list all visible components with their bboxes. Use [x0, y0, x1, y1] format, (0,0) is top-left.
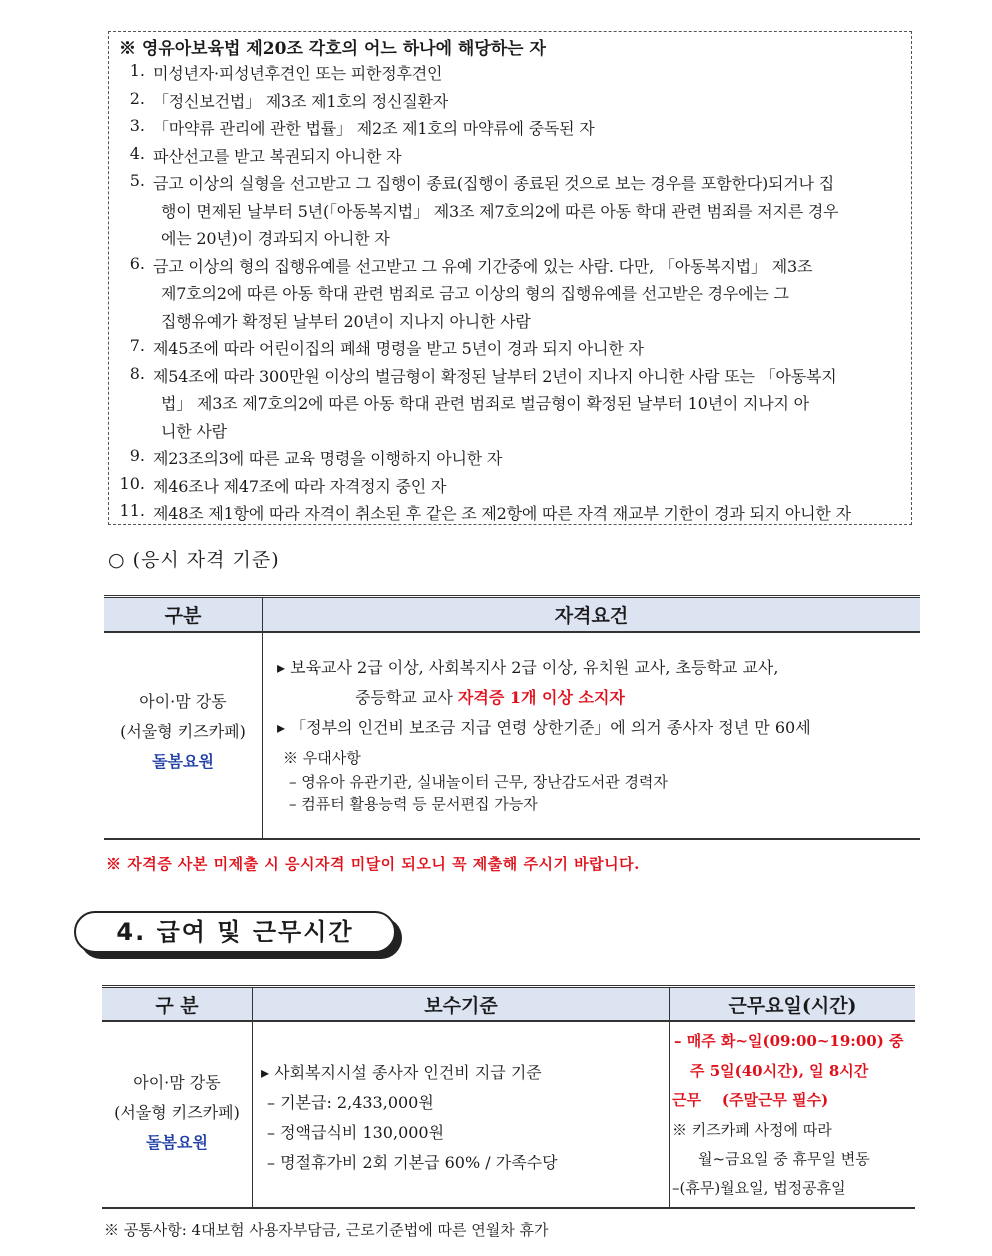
disqualification-title: ※ 영유아보육법 제20조 각호의 어느 하나에 해당하는 자 — [119, 39, 546, 59]
req-line2-highlight: 자격증 1개 이상 소지자 — [457, 688, 625, 707]
header-category: 구분 — [104, 597, 263, 633]
pay-row-name — [102, 1021, 253, 1208]
qualification-row — [104, 632, 920, 839]
req-line1: ▸ 보육교사 2급 이상, 사회복지사 2급 이상, 유치원 교사, 초등학교 교사, — [277, 658, 779, 677]
disqualification-item-line: 행이 면제된 날부터 5년(「아동복지법」 제3조 제7호의2에 따른 아동 학대 관련 범죄를 저지른 경우 — [161, 201, 839, 221]
req-line3: ▸ 「정부의 인건비 보조금 지급 연령 상한기준」에 의거 종사자 정년 만 60세 — [277, 718, 811, 737]
days-line: 월~금요일 중 휴무일 변동 — [698, 1150, 870, 1168]
disqualification-item-line: 에는 20년)이 경과되지 아니한 자 — [161, 229, 390, 248]
disqualification-item-number: 3. — [129, 116, 145, 135]
work-days-cell — [670, 1021, 916, 1208]
disqualification-item-line: 집행유예가 확정된 날부터 20년이 지나지 아니한 사람 — [161, 311, 531, 331]
req-line2 — [355, 685, 625, 708]
disqualification-item-number: 9. — [129, 446, 145, 465]
section4-banner — [74, 911, 402, 959]
disqualification-item-line: 제48조 제1항에 따라 자격이 취소된 후 같은 조 제2항에 따른 자격 재교부 기한이 경과 되지 아니한 자 — [153, 504, 851, 523]
disqualification-item-number: 7. — [129, 336, 145, 355]
disqualification-item-number: 11. — [119, 501, 145, 520]
disqualification-item-line: 제23조의3에 따른 교육 명령을 이행하지 아니한 자 — [153, 449, 503, 468]
disqualification-item-line: 제7호의2에 따른 아동 학대 관련 범죄로 금고 이상의 형의 집행유예를 선고받은 경우에는 그 — [161, 284, 789, 303]
disqualification-item-line: 제46조나 제47조에 따라 자격정지 중인 자 — [153, 476, 447, 496]
pay-row-name-role: 돌봄요원 — [146, 1132, 208, 1152]
days-red-line: – 매주 화~일(09:00~19:00) 중 — [674, 1032, 904, 1050]
pay-row — [102, 1021, 915, 1208]
days-line: –(휴무)월요일, 법정공휴일 — [672, 1179, 846, 1197]
pay-standard-cell — [253, 1021, 670, 1208]
disqualification-item-line: 「마약류 관리에 관한 법률」 제2조 제1호의 마약류에 중독된 자 — [153, 119, 595, 138]
disqualification-item-line: 제54조에 따라 300만원 이상의 벌금형이 확정된 날부터 2년이 지나지 아니한 사람 또는 「아동복지 — [153, 366, 837, 386]
pay-line: ▸ 사회복지시설 종사자 인건비 지급 기준 — [261, 1063, 542, 1082]
section4-title: 4. 급여 및 근무시간 — [116, 918, 354, 946]
row-name-role: 돌봄요원 — [152, 751, 214, 771]
req-line2-prefix: 중등학교 교사 — [355, 688, 453, 707]
common-note: ※ 공통사항: 4대보험 사용자부담금, 근로기준법에 따른 연월차 휴가 — [104, 1221, 549, 1239]
pay-line: – 명절휴가비 2회 기본급 60% / 가족수당 — [267, 1153, 558, 1172]
disqualification-item-number: 8. — [129, 363, 145, 383]
pay-row-name-line2: (서울형 키즈카페) — [114, 1102, 240, 1122]
disqualification-item-number: 4. — [129, 143, 145, 163]
disqualification-item-number: 1. — [129, 61, 145, 80]
header-requirements: 자격요건 — [263, 597, 921, 633]
pay-line: – 정액급식비 130,000원 — [267, 1123, 445, 1142]
pref-item: – 영유아 유관기관, 실내놀이터 근무, 장난감도서관 경력자 — [289, 773, 668, 791]
qualification-row-name — [104, 632, 263, 839]
pay-header-category: 구 분 — [102, 987, 253, 1022]
pref-item: – 컴퓨터 활용능력 등 문서편집 가능자 — [289, 795, 538, 813]
days-line: ※ 키즈카페 사정에 따라 — [672, 1121, 832, 1139]
disqualification-item-number: 5. — [129, 171, 145, 190]
row-name-line2: (서울형 키즈카페) — [120, 721, 246, 741]
disqualification-item-number: 2. — [129, 88, 145, 108]
disqualification-item-line: 금고 이상의 형의 집행유예를 선고받고 그 유예 기간중에 있는 사람. 다만, 「아동복지법」 제3조 — [153, 256, 813, 276]
qualification-header-row — [104, 597, 920, 633]
pay-header-days: 근무요일(시간) — [670, 987, 916, 1022]
pay-header-row — [102, 987, 915, 1022]
row-name-line1: 아이·맘 강동 — [139, 691, 227, 711]
qualification-heading: ○ (응시 자격 기준) — [108, 549, 280, 571]
disqualification-item-line: 미성년자·피성년후견인 또는 피한정후견인 — [153, 64, 443, 83]
pref-title: ※ 우대사항 — [283, 749, 361, 767]
days-red-line: 근무 (주말근무 필수) — [672, 1091, 829, 1109]
disqualification-item-line: 파산선고를 받고 복권되지 아니한 자 — [153, 146, 402, 166]
qualification-requirements-cell — [263, 632, 921, 839]
disqualification-item-line: 금고 이상의 실형을 선고받고 그 집행이 종료(집행이 종료된 것으로 보는 경우를 포함한다)되거나 집 — [153, 174, 834, 193]
pay-line: – 기본급: 2,433,000원 — [267, 1093, 434, 1112]
disqualification-item-line: 「정신보건법」 제3조 제1호의 정신질환자 — [153, 91, 449, 111]
pay-table — [102, 985, 915, 1209]
disqualification-item-line: 니한 사람 — [161, 421, 227, 441]
disqualification-item-line: 제45조에 따라 어린이집의 폐쇄 명령을 받고 5년이 경과 되지 아니한 자 — [153, 339, 644, 358]
pay-header-pay: 보수기준 — [253, 987, 670, 1022]
disqualification-item-number: 6. — [129, 253, 145, 273]
disqualification-item-line: 법」 제3조 제7호의2에 따른 아동 학대 관련 범죄로 벌금형이 확정된 날부터 10년이 지나지 아 — [161, 394, 809, 413]
days-red-line: 주 5일(40시간), 일 8시간 — [690, 1062, 869, 1080]
disqualification-item-number: 10. — [119, 473, 145, 493]
qualification-note: ※ 자격증 사본 미제출 시 응시자격 미달이 되오니 꼭 제출해 주시기 바랍니다. — [106, 855, 640, 873]
disqualification-box — [108, 31, 912, 525]
qualification-table — [104, 595, 920, 840]
pay-row-name-line1: 아이·맘 강동 — [133, 1072, 221, 1092]
